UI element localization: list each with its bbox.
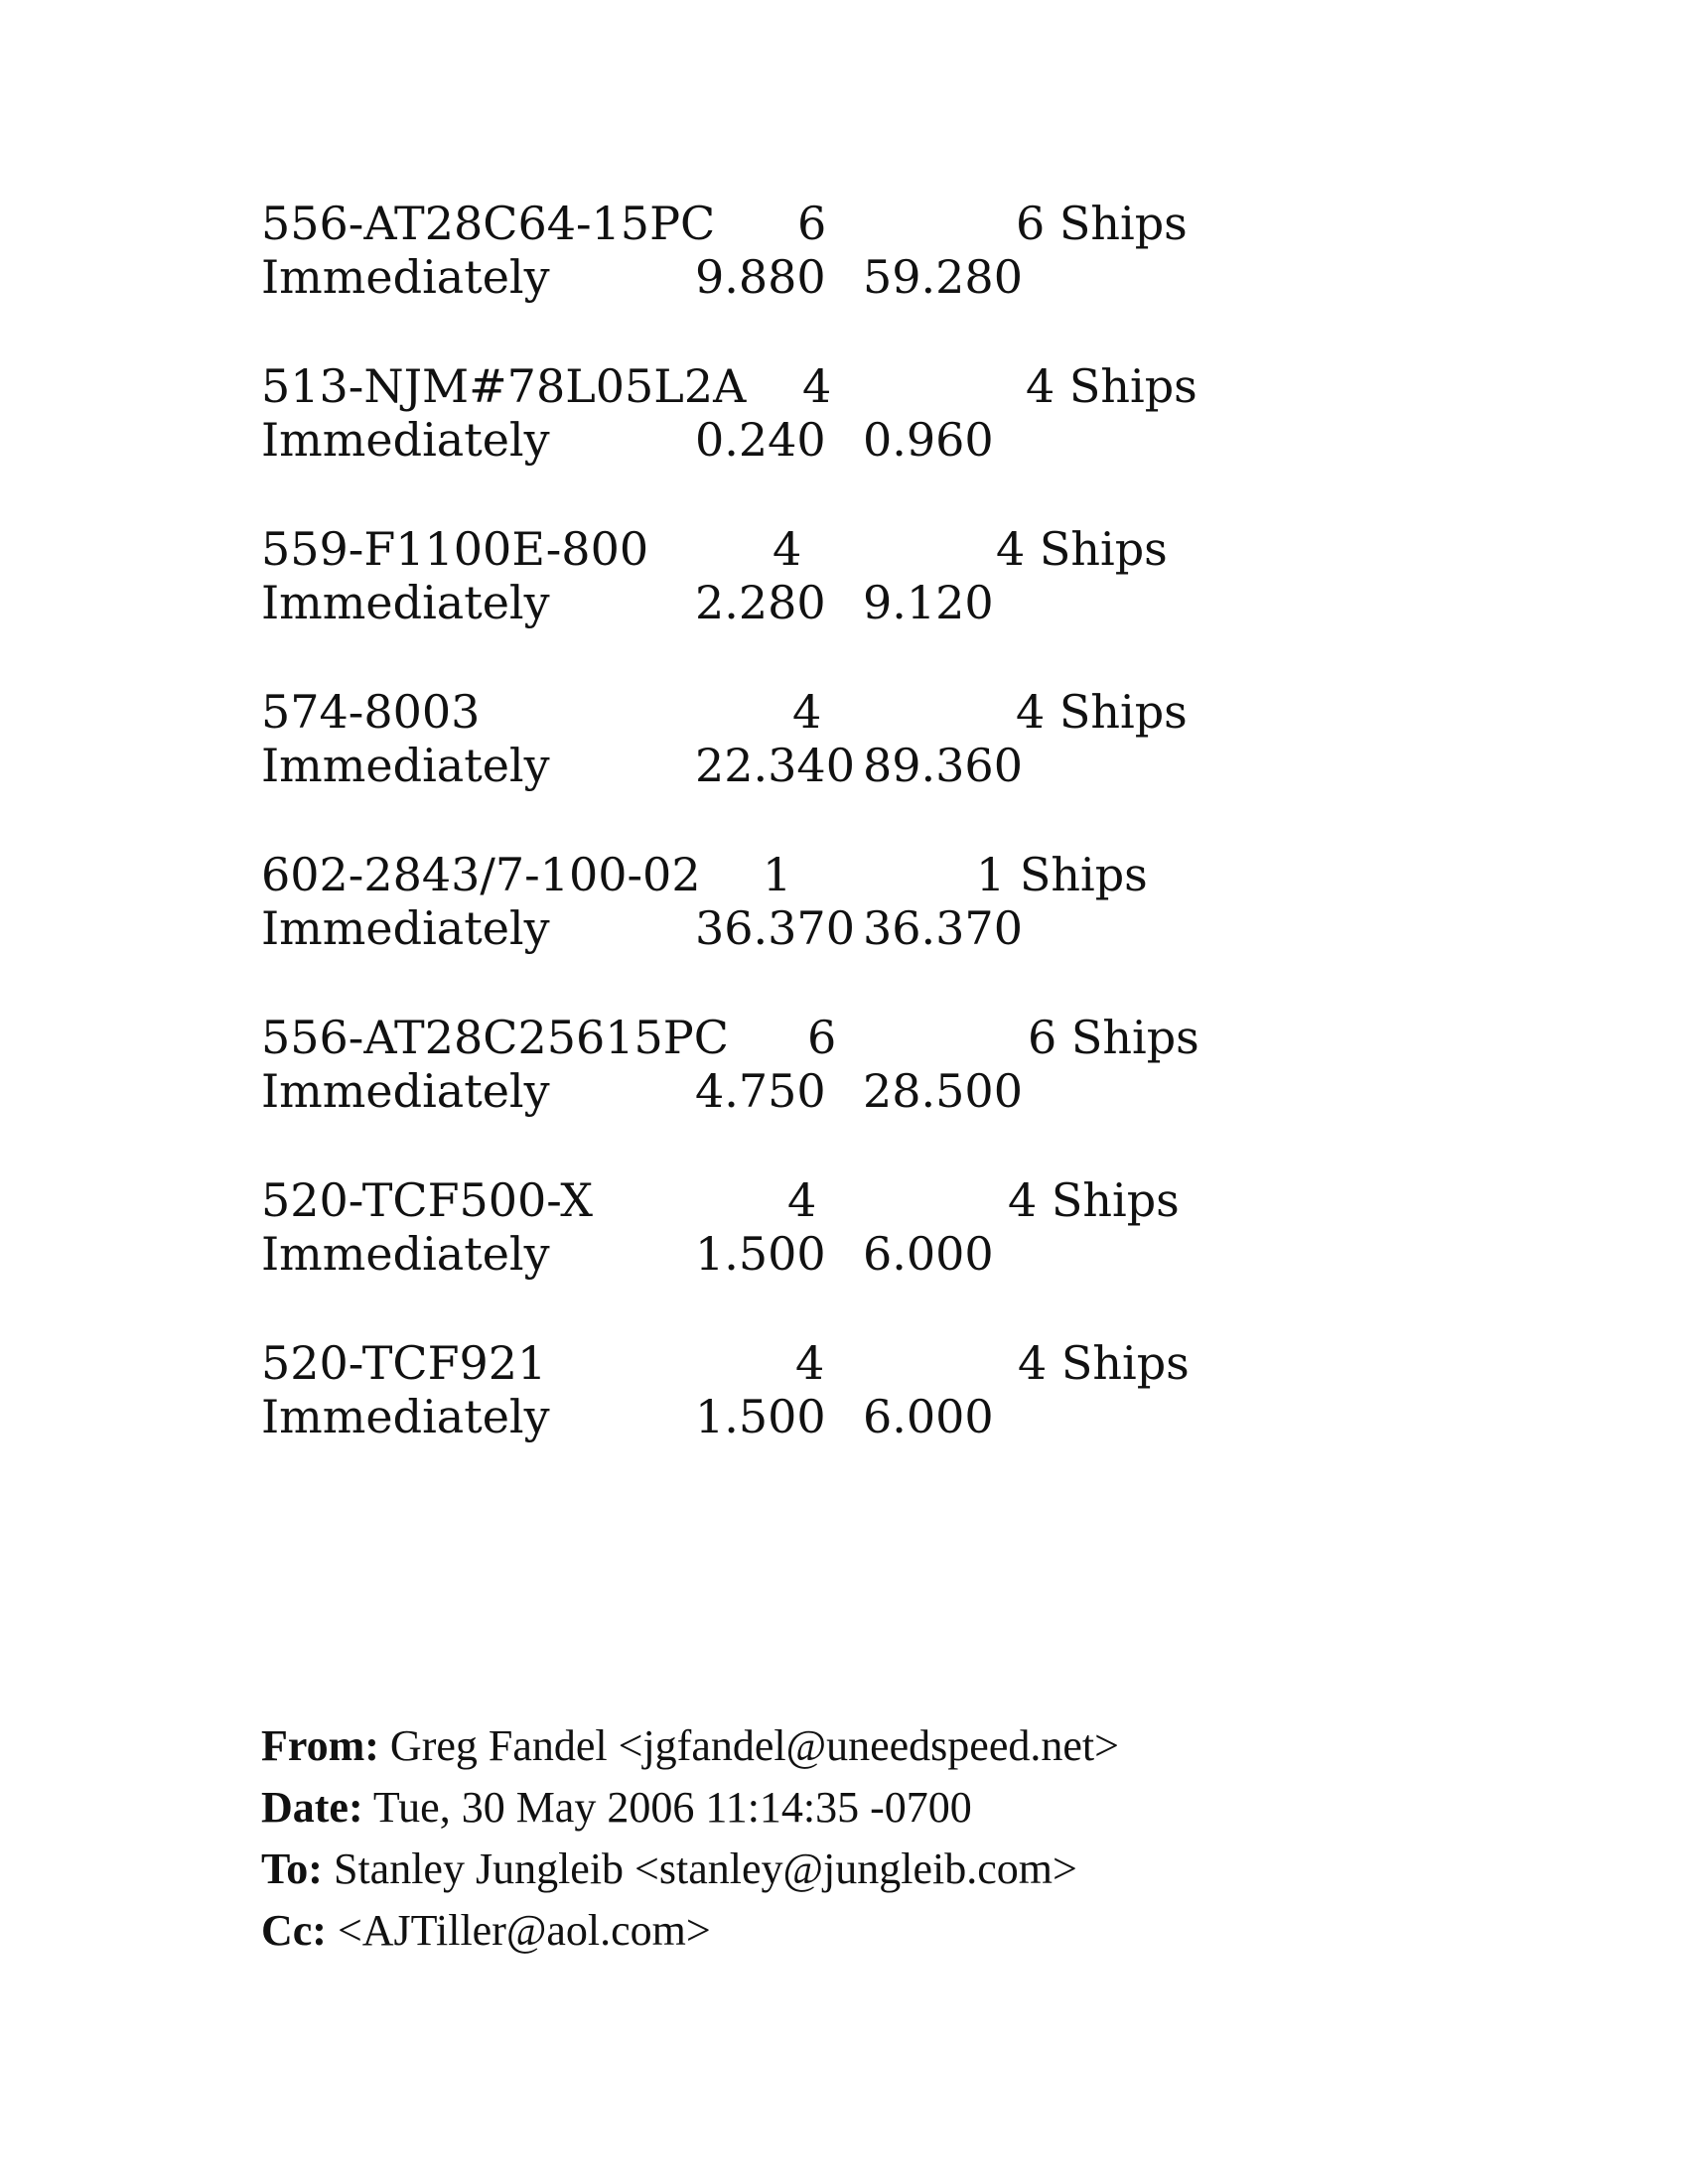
cc-label: Cc: (261, 1906, 327, 1955)
unit-price: 4.750 (695, 1064, 826, 1118)
extended-price: 36.370 (863, 901, 1023, 955)
part-number: 520-TCF500-X (261, 1173, 593, 1227)
line-item (261, 359, 1353, 522)
line-items-list (261, 197, 1353, 1499)
email-header-block (261, 1715, 1353, 1962)
quantity: 4 (773, 522, 802, 576)
email-from-line (261, 1715, 1353, 1777)
part-number: 559-F1100E-800 (261, 522, 649, 576)
quantity: 4 (787, 1173, 817, 1227)
extended-price: 0.960 (863, 413, 994, 467)
ships-quantity: 1 Ships (976, 848, 1148, 901)
unit-price: 2.280 (695, 576, 826, 629)
ships-quantity: 4 Ships (1026, 359, 1197, 413)
part-number: 574-8003 (261, 685, 481, 739)
part-number: 602-2843/7-100-02 (261, 848, 701, 901)
quantity: 4 (795, 1336, 825, 1390)
unit-price: 1.500 (695, 1390, 826, 1443)
line-item (261, 1011, 1353, 1173)
unit-price: 0.240 (695, 413, 826, 467)
unit-price: 1.500 (695, 1227, 826, 1281)
cc-value: <AJTiller@aol.com> (337, 1906, 711, 1955)
line-item (261, 685, 1353, 848)
availability: Immediately (261, 1227, 550, 1281)
extended-price: 89.360 (863, 739, 1023, 792)
part-number: 513-NJM#78L05L2A (261, 359, 747, 413)
ships-quantity: 4 Ships (1016, 685, 1188, 739)
unit-price: 36.370 (695, 901, 855, 955)
part-number: 556-AT28C25615PC (261, 1011, 729, 1064)
line-item (261, 1336, 1353, 1499)
availability: Immediately (261, 1390, 550, 1443)
email-cc-line (261, 1900, 1353, 1962)
unit-price: 9.880 (695, 250, 826, 304)
quantity: 6 (807, 1011, 837, 1064)
extended-price: 9.120 (863, 576, 994, 629)
part-number: 556-AT28C64-15PC (261, 197, 716, 250)
extended-price: 6.000 (863, 1390, 994, 1443)
to-value: Stanley Jungleib <stanley@jungleib.com> (333, 1844, 1077, 1893)
availability: Immediately (261, 576, 550, 629)
date-label: Date: (261, 1783, 363, 1832)
extended-price: 6.000 (863, 1227, 994, 1281)
quantity: 1 (763, 848, 792, 901)
availability: Immediately (261, 250, 550, 304)
ships-quantity: 6 Ships (1028, 1011, 1199, 1064)
availability: Immediately (261, 1064, 550, 1118)
line-item (261, 522, 1353, 685)
quantity: 4 (792, 685, 822, 739)
email-to-line (261, 1839, 1353, 1900)
from-label: From: (261, 1721, 379, 1770)
quantity: 6 (797, 197, 827, 250)
ships-quantity: 4 Ships (1018, 1336, 1190, 1390)
ships-quantity: 4 Ships (1008, 1173, 1180, 1227)
ships-quantity: 4 Ships (996, 522, 1168, 576)
from-value: Greg Fandel <jgfandel@uneedspeed.net> (389, 1721, 1119, 1770)
unit-price: 22.340 (695, 739, 855, 792)
ships-quantity: 6 Ships (1016, 197, 1188, 250)
line-item (261, 1173, 1353, 1336)
availability: Immediately (261, 739, 550, 792)
part-number: 520-TCF921 (261, 1336, 547, 1390)
line-item (261, 848, 1353, 1011)
date-value: Tue, 30 May 2006 11:14:35 -0700 (372, 1783, 972, 1832)
email-date-line (261, 1777, 1353, 1839)
extended-price: 28.500 (863, 1064, 1023, 1118)
availability: Immediately (261, 901, 550, 955)
to-label: To: (261, 1844, 323, 1893)
line-item (261, 197, 1353, 359)
quantity: 4 (802, 359, 832, 413)
extended-price: 59.280 (863, 250, 1023, 304)
availability: Immediately (261, 413, 550, 467)
